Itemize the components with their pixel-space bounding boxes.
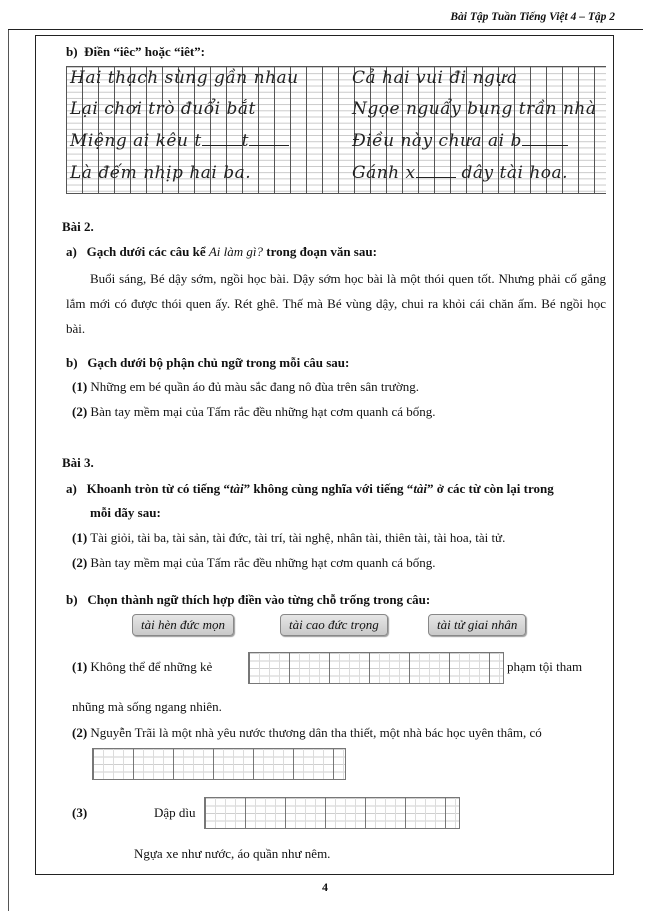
bai2-b-label: b) — [66, 355, 78, 370]
bai3-q2-text: Nguyễn Trãi là một nhà yêu nước thương dân tha thiết, một nhà bác học uyên thâm, có — [90, 725, 542, 740]
bai3-a-prompt-3: ” ở các từ còn lại trong — [427, 481, 554, 496]
poem-right-line-4-end: dây tài hoa. — [461, 163, 569, 183]
bai3-item-1-text: Tài giỏi, tài ba, tài sản, tài đức, tài trí, tài nghệ, nhân tài, thiên tài, tài hoa, tài tử. — [90, 530, 506, 545]
poem-left-line-3 — [70, 131, 289, 151]
bai2-title: Bài 2. — [62, 219, 94, 234]
section-b-label: b) — [66, 44, 78, 59]
bai3-q3-num: (3) — [72, 805, 88, 820]
bai3-q3-line-2: Ngựa xe như nước, áo quần như nêm. — [134, 846, 331, 861]
bai3-item-2-text: Bàn tay mềm mại của Tấm rắc đều những hạt cơm quanh cá bống. — [90, 555, 436, 570]
bai2-item-1[interactable] — [72, 379, 419, 395]
poem-right-line-4 — [352, 163, 568, 183]
bai3-a-prompt-tai-1: tài — [229, 481, 244, 496]
poem-right-line-4-text: Gánh x — [352, 163, 416, 183]
poem-left-line-2: Lại chơi trò đuổi bắt — [70, 99, 256, 119]
poem-right-line-3-text: Điều này chưa ai b — [352, 131, 522, 151]
page-number: 4 — [322, 880, 328, 894]
poem-right-line-2: Ngọe nguẩy bụng trần nhà — [352, 99, 597, 119]
bai2-item-1-num: (1) — [72, 379, 88, 394]
bai3-item-2[interactable] — [72, 555, 436, 571]
bai3-b-prompt — [66, 592, 430, 608]
bai3-item-2-num: (2) — [72, 555, 88, 570]
fill-blank[interactable] — [522, 131, 568, 146]
bai2-a-prompt-end: trong đoạn văn sau: — [266, 244, 377, 259]
poem-left-line-4: Là đếm nhịp hai ba. — [70, 163, 252, 183]
bai2-paragraph-text[interactable]: Buổi sáng, Bé dậy sớm, ngồi học bài. Dậy sớm học bài là một thói quen tốt. Nhưng phải cố gắng lắm mới có được thói quen ấy. Rét ghê. Thế mà Bé vùng dậy, chui ra khỏi cái chăn ấm. Bé ngồi học bài. — [66, 271, 606, 336]
section-b-heading — [66, 44, 205, 60]
bai2-item-2-num: (2) — [72, 404, 88, 419]
header-divider — [8, 29, 643, 30]
bai2-item-2-text: Bàn tay mềm mại của Tấm rắc đều những hạt cơm quanh cá bống. — [90, 404, 436, 419]
bai2-item-2[interactable] — [72, 404, 436, 420]
bai3-b-prompt-text: Chọn thành ngữ thích hợp điền vào từng chỗ trống trong câu: — [87, 592, 431, 607]
bai2-a-prompt — [66, 244, 377, 260]
bai3-q1-before-text: Không thể để những kẻ — [90, 659, 213, 674]
bai3-q2-num: (2) — [72, 725, 88, 740]
q3-answer-box[interactable] — [204, 797, 460, 829]
bai3-a-prompt-4: mỗi dãy sau: — [90, 505, 161, 520]
poem-left-line-3-mid: t — [241, 131, 250, 151]
bai3-q2 — [72, 725, 542, 741]
section-b-prompt: Điền “iêc” hoặc “iêt”: — [84, 44, 206, 59]
bai3-title: Bài 3. — [62, 455, 94, 470]
bai2-b-prompt — [66, 355, 349, 371]
fill-blank[interactable] — [249, 131, 289, 146]
page-left-rule — [8, 29, 9, 911]
header-title: Bài Tập Tuần Tiếng Việt 4 – Tập 2 — [450, 11, 615, 23]
q1-answer-box[interactable] — [248, 652, 504, 684]
bai2-a-prompt-italic: Ai làm gì? — [208, 244, 264, 259]
bai3-a-prompt — [66, 481, 554, 497]
idiom-chip-2[interactable]: tài cao đức trọng — [280, 614, 388, 636]
bai3-q3-before: Dập dìu — [154, 805, 196, 820]
fill-blank[interactable] — [416, 163, 456, 178]
bai2-paragraph — [66, 266, 606, 341]
fill-blank[interactable] — [202, 131, 242, 146]
bai3-q1-before — [72, 659, 212, 675]
bai3-a-prompt-2: ” không cùng nghĩa với tiếng “ — [243, 481, 414, 496]
poem-right-line-3 — [352, 131, 568, 151]
bai2-item-1-text: Những em bé quần áo đủ màu sắc đang nô đùa trên sân trường. — [90, 379, 419, 394]
bai3-a-label: a) — [66, 481, 77, 496]
idiom-chip-1[interactable]: tài hèn đức mọn — [132, 614, 234, 636]
idiom-chip-3[interactable]: tài tử giai nhân — [428, 614, 526, 636]
bai3-a-prompt-tai-2: tài — [413, 481, 428, 496]
poem-left-line-1: Hai thạch sùng gần nhau — [70, 68, 299, 88]
bai3-q1-after: phạm tội tham — [507, 659, 583, 674]
bai3-q1-num: (1) — [72, 659, 88, 674]
bai2-a-label: a) — [66, 244, 77, 259]
bai3-b-label: b) — [66, 592, 78, 607]
q2-answer-box[interactable] — [92, 748, 346, 780]
bai3-item-1[interactable] — [72, 530, 505, 546]
poem-left-line-3-text: Miệng ai kêu t — [70, 131, 202, 151]
bai3-item-1-num: (1) — [72, 530, 88, 545]
bai3-a-prompt-1: Khoanh tròn từ có tiếng “ — [86, 481, 230, 496]
bai2-a-prompt-start: Gạch dưới các câu kể — [86, 244, 206, 259]
bai2-b-prompt-text: Gạch dưới bộ phận chủ ngữ trong mỗi câu sau: — [87, 355, 350, 370]
bai3-q1-line-2: nhũng mà sống ngang nhiên. — [72, 699, 222, 714]
poem-right-line-1: Cả hai vui đi ngựa — [352, 68, 518, 88]
